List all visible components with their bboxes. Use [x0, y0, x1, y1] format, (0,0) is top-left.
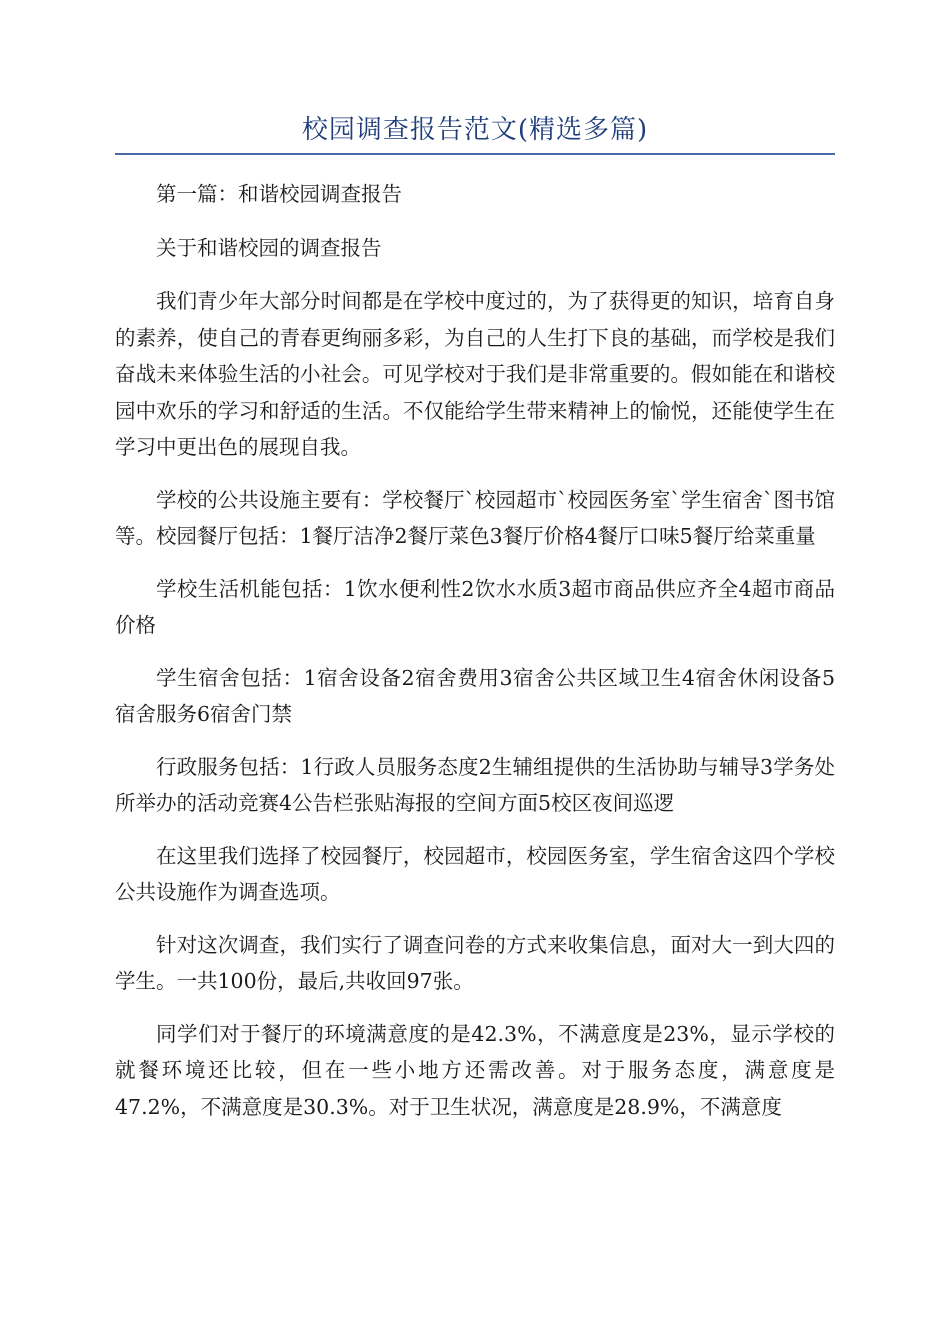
paragraph: 在这里我们选择了校园餐厅，校园超市，校园医务室，学生宿舍这四个学校公共设施作为调查选项。 [115, 843, 835, 904]
paragraph: 针对这次调查，我们实行了调查问卷的方式来收集信息，面对大一到大四的学生。一共100份，最后,共收回97张。 [115, 932, 835, 993]
report-subtitle: 关于和谐校园的调查报告 [156, 235, 382, 260]
paragraph: 我们青少年大部分时间都是在学校中度过的，为了获得更的知识，培育自身的素养，使自己的青春更绚丽多彩，为自己的人生打下良的基础，而学校是我们奋战未来体验生活的小社会。可见学校对于我们是非常重要的。假如能在和谐校园中欢乐的学习和舒适的生活。不仅能给学生带来精神上的愉悦，还能使学生在学习中更出色的展现自我。 [115, 289, 835, 459]
paragraph: 学校生活机能包括：1饮水便利性2饮水水质3超市商品供应齐全4超市商品价格 [115, 576, 835, 637]
document-title: 校园调查报告范文(精选多篇) [301, 115, 649, 145]
paragraph: 行政服务包括：1行政人员服务态度2生辅组提供的生活协助与辅导3学务处所举办的活动竞赛4公告栏张贴海报的空间方面5校区夜间巡逻 [115, 754, 835, 815]
paragraph: 学校的公共设施主要有：学校餐厅`校园超市`校园医务室`学生宿舍`图书馆等。校园餐厅包括：1餐厅洁净2餐厅菜色3餐厅价格4餐厅口味5餐厅给菜重量 [115, 487, 835, 548]
section-heading: 第一篇：和谐校园调查报告 [156, 182, 402, 206]
title-underline [115, 153, 835, 155]
paragraph: 学生宿舍包括：1宿舍设备2宿舍费用3宿舍公共区域卫生4宿舍休闲设备5宿舍服务6宿舍门禁 [115, 665, 835, 726]
document-body [115, 176, 835, 1141]
paragraph: 同学们对于餐厅的环境满意度的是42.3%，不满意度是23%，显示学校的就餐环境还比较，但在一些小地方还需改善。对于服务态度，满意度是47.2%，不满意度是30.3%。对于卫生状况，满意度是28.9%，不满意度 [115, 1021, 835, 1119]
